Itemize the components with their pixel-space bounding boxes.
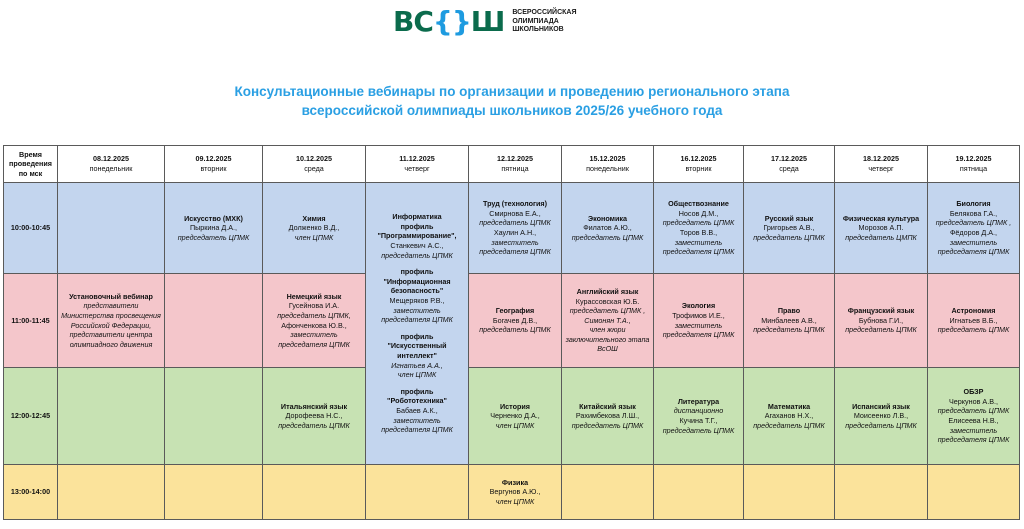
header-row: [4, 146, 1020, 183]
schedule-cell: [366, 465, 469, 520]
table-row: [4, 368, 1020, 465]
schedule-cell: Литература дистанционно Кучина Т.Г., председатель ЦПМК: [654, 368, 744, 465]
schedule-cell: [263, 465, 366, 520]
schedule-cell: Физика Вергунов А.Ю., член ЦПМК: [469, 465, 562, 520]
day-header: 18.12.2025 четверг: [835, 146, 928, 183]
schedule-cell: Французский язык Бубнова Г.И., председатель ЦПМК: [835, 274, 928, 368]
table-row: [4, 183, 1020, 274]
time-slot: 10:00-10:45: [4, 183, 58, 274]
schedule-cell: [58, 183, 165, 274]
schedule-cell: Английский язык Курассовская Ю.Б. председатель ЦПМК , Симонян Т.А., член жюри заключительного этапа ВсОШ: [562, 274, 654, 368]
day-header: 15.12.2025 понедельник: [562, 146, 654, 183]
title-line-1: Консультационные вебинары по организации и проведению регионального этапа: [234, 84, 790, 99]
schedule-cell: [165, 465, 263, 520]
schedule-cell: Математика Агаханов Н.Х., председатель ЦПМК: [744, 368, 835, 465]
day-header: 08.12.2025 понедельник: [58, 146, 165, 183]
schedule-cell: Биология Белякова Г.А., председатель ЦПМК , Фёдоров Д.А., заместитель председателя ЦПМК: [928, 183, 1020, 274]
page-title: [0, 82, 1024, 120]
schedule-cell-informatics: Информатика профиль "Программирование", Станкевич А.С., председатель ЦПМК профиль "Информационная безопасность" Мещеряков Р.В., заместитель председателя ЦПМК профиль "Искусственный интеллект" Игнатьев А.А., член ЦПМК профиль "Робототехника" Бабаев А.К., заместитель председателя ЦПМК: [366, 183, 469, 465]
time-slot: 13:00-14:00: [4, 465, 58, 520]
day-header: 10.12.2025 среда: [263, 146, 366, 183]
schedule-cell: Испанский язык Моисеенко Л.В., председатель ЦПМК: [835, 368, 928, 465]
schedule-table: [3, 145, 1020, 520]
vsosh-logo: [393, 6, 576, 38]
schedule-cell: [654, 465, 744, 520]
day-header: 16.12.2025 вторник: [654, 146, 744, 183]
schedule-cell: Право Минбалеев А.В., председатель ЦПМК: [744, 274, 835, 368]
schedule-cell: Экология Трофимов И.Е., заместитель председателя ЦПМК: [654, 274, 744, 368]
schedule-cell: История Черненко Д.А., член ЦПМК: [469, 368, 562, 465]
schedule-cell: География Богачев Д.В., председатель ЦПМК: [469, 274, 562, 368]
schedule-cell: Астрономия Игнатьев В.Б., председатель ЦПМК: [928, 274, 1020, 368]
time-slot: 11:00-11:45: [4, 274, 58, 368]
schedule-cell: [165, 274, 263, 368]
table-row: [4, 465, 1020, 520]
schedule-cell: [562, 465, 654, 520]
table-row: [4, 274, 1020, 368]
schedule-cell: [928, 465, 1020, 520]
schedule-cell: Экономика Филатов А.Ю., председатель ЦПМК: [562, 183, 654, 274]
schedule-cell: Итальянский язык Дорофеева Н.С., председатель ЦПМК: [263, 368, 366, 465]
schedule-cell: Установочный вебинар представители Министерства просвещения Российской Федерации, представители центра олимпиадного движения: [58, 274, 165, 368]
logo-text: ВСЕРОССИЙСКАЯ ОЛИМПИАДА ШКОЛЬНИКОВ: [512, 9, 577, 34]
schedule-cell: [835, 465, 928, 520]
schedule-cell: [58, 465, 165, 520]
day-header: 11.12.2025 четверг: [366, 146, 469, 183]
day-header: 09.12.2025 вторник: [165, 146, 263, 183]
schedule-cell: [58, 368, 165, 465]
schedule-cell: Русский язык Григорьев А.В., председатель ЦПМК: [744, 183, 835, 274]
title-line-2: всероссийской олимпиады школьников 2025/26 учебного года: [301, 103, 723, 118]
schedule-cell: Химия Долженко В.Д., член ЦПМК: [263, 183, 366, 274]
time-slot: 12:00-12:45: [4, 368, 58, 465]
schedule-cell: [744, 465, 835, 520]
schedule-cell: ОБЗР Черкунов А.В., председатель ЦПМК Елисеева Н.В., заместитель председателя ЦПМК: [928, 368, 1020, 465]
logo-mark: ВС{}Ш: [393, 5, 505, 38]
schedule-cell: [165, 368, 263, 465]
schedule-cell: Искусство (МХК) Пыркина Д.А., председатель ЦПМК: [165, 183, 263, 274]
schedule-cell: Обществознание Носов Д.М., председатель ЦПМК Торов В.В., заместитель председателя ЦПМК: [654, 183, 744, 274]
day-header: 17.12.2025 среда: [744, 146, 835, 183]
schedule-cell: Физическая культура Морозов А.П. председатель ЦМПК: [835, 183, 928, 274]
day-header: 12.12.2025 пятница: [469, 146, 562, 183]
time-column-header: Время проведения по мск: [4, 146, 58, 183]
schedule-cell: Китайский язык Рахимбекова Л.Ш., председатель ЦПМК: [562, 368, 654, 465]
schedule-cell: Немецкий язык Гусейнова И.А. председатель ЦПМК, Афонченкова Ю.В., заместитель председателя ЦПМК: [263, 274, 366, 368]
schedule-cell: Труд (технология) Смирнова Е.А., председатель ЦПМК Хаулин А.Н., заместитель председателя ЦПМК: [469, 183, 562, 274]
day-header: 19.12.2025 пятница: [928, 146, 1020, 183]
